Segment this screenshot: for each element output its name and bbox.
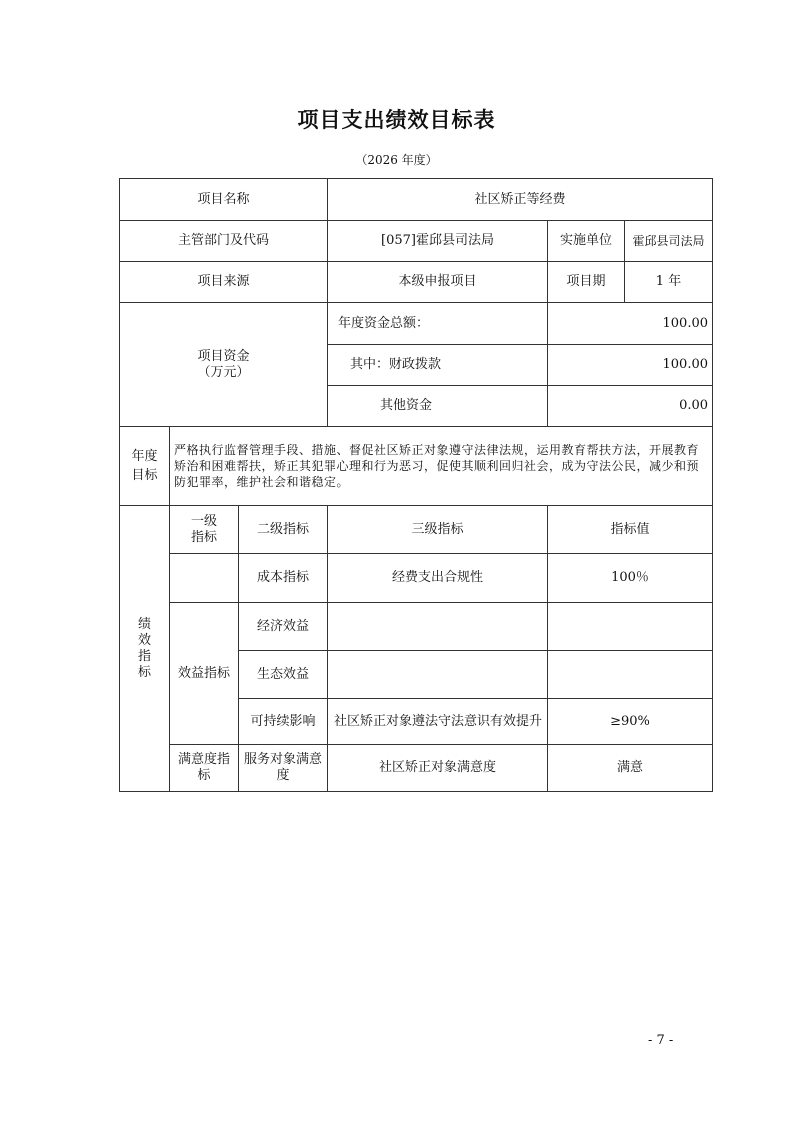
level1-header [170,506,239,554]
indicators-label-char: 指 [137,648,151,664]
project-period-label: 项目期 [548,262,625,303]
benefit-level1: 效益指标 [170,603,239,745]
cost-level3: 经费支出合规性 [328,554,548,603]
department-row [120,221,713,262]
funds-label-line2: （万元） [197,364,250,380]
annual-goal-label-line2: 目标 [131,468,158,483]
project-name-row [120,179,713,221]
funds-other-value: 0.00 [548,386,713,427]
annual-goal-row [120,427,713,506]
benefit-level2: 经济效益 [239,603,328,651]
satisfaction-level2: 服务对象满意度 [239,745,328,792]
annual-goal-text: 严格执行监督管理手段、措施、督促社区矫正对象遵守法律法规，运用教育帮扶方法，开展教育矫治和困难帮扶，矫正其犯罪心理和行为恶习，促使其顺利回归社会，成为守法公民，减少和预防犯罪率，维护社会和谐稳定。 [170,427,713,506]
page-title: 项目支出绩效目标表 [297,108,496,132]
level2-header: 二级指标 [239,506,328,554]
annual-goal-label [120,427,170,506]
funds-other-label: 其他资金 [328,386,548,427]
benefit-value: ≥90% [548,699,713,745]
indicators-header-row [120,506,713,554]
annual-goal-label-line1: 年度 [131,449,158,464]
project-source-row [120,262,713,303]
indicators-label-char: 效 [137,632,151,648]
benefit-value [548,651,713,699]
satisfaction-indicator-row [120,745,713,792]
level3-header: 三级指标 [328,506,548,554]
indicators-label-char: 标 [137,664,151,680]
indicator-value-header: 指标值 [548,506,713,554]
indicators-label-char: 绩 [137,616,151,632]
cost-indicator-row [120,554,713,603]
cost-value: 100％ [548,554,713,603]
satisfaction-level3: 社区矫正对象满意度 [328,745,548,792]
benefit-value [548,603,713,651]
funds-fiscal-label: 其中：财政拨款 [328,345,548,386]
benefit-level3 [328,651,548,699]
implementing-unit-label: 实施单位 [548,221,625,262]
funds-total-value: 100.00 [548,303,713,345]
department-label: 主管部门及代码 [120,221,328,262]
department-value: [057]霍邱县司法局 [328,221,548,262]
funds-total-row [120,303,713,345]
cost-level2: 成本指标 [239,554,328,603]
project-period-value: 1 年 [625,262,713,303]
funds-label-line1: 项目资金 [197,348,250,364]
benefit-level3 [328,603,548,651]
project-name-value: 社区矫正等经费 [328,179,713,221]
cost-level1 [170,554,239,603]
benefit-level2: 生态效益 [239,651,328,699]
fiscal-year-subtitle: （2026 年度） [355,153,438,167]
level1-header-line2: 指标 [190,529,217,545]
benefit-level3: 社区矫正对象遵法守法意识有效提升 [328,699,548,745]
satisfaction-level1: 满意度指标 [170,745,239,792]
project-source-value: 本级申报项目 [328,262,548,303]
performance-indicators-label [120,506,170,792]
performance-target-table [119,178,713,792]
satisfaction-value: 满意 [548,745,713,792]
funds-total-label: 年度资金总额： [328,303,548,345]
project-source-label: 项目来源 [120,262,328,303]
page-number: - 7 - [648,1033,674,1048]
benefit-indicator-row [120,603,713,651]
level1-header-line1: 一级 [190,513,217,529]
benefit-level2: 可持续影响 [239,699,328,745]
implementing-unit-value: 霍邱县司法局 [625,221,713,262]
funds-fiscal-value: 100.00 [548,345,713,386]
funds-label [120,303,328,427]
project-name-label: 项目名称 [120,179,328,221]
